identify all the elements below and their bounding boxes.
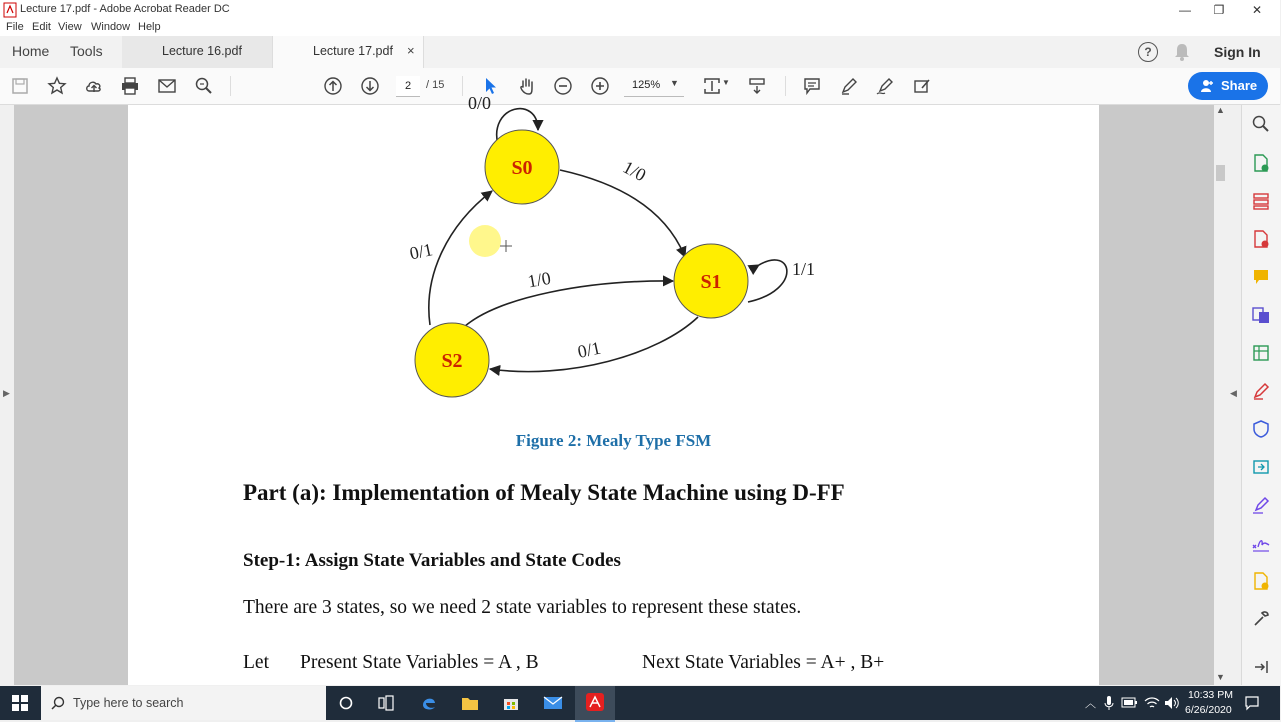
right-panel-toggle-strip xyxy=(1227,105,1241,685)
vertical-scrollbar[interactable] xyxy=(1214,105,1227,685)
label-s1-s2: 0/1 xyxy=(575,337,603,362)
menu-help[interactable]: Help xyxy=(138,21,161,33)
fit-page-icon[interactable] xyxy=(700,74,724,98)
label-s1-self: 1/1 xyxy=(792,259,816,279)
present-state-variables: Present State Variables = A , B xyxy=(300,652,539,673)
more-tools-icon[interactable] xyxy=(1250,608,1272,630)
toolbar xyxy=(0,68,1280,105)
tab-label: Lecture 16.pdf xyxy=(162,44,242,58)
page-number-input[interactable]: 2 xyxy=(396,76,420,97)
organize-pages-icon[interactable] xyxy=(1250,190,1272,212)
windows-start-icon[interactable] xyxy=(12,695,28,711)
microphone-icon[interactable] xyxy=(1104,696,1114,710)
transition-s1-self xyxy=(748,260,787,302)
tab-lecture-17[interactable] xyxy=(272,36,424,68)
zoom-in-icon[interactable] xyxy=(588,74,612,98)
cursor-crosshair-icon xyxy=(500,240,512,252)
next-state-variables: Next State Variables = A+ , B+ xyxy=(642,652,885,673)
scroll-up-icon[interactable]: ▲ xyxy=(1216,105,1225,115)
let-word: Let xyxy=(243,652,269,673)
volume-icon[interactable] xyxy=(1164,696,1180,710)
scroll-down-icon[interactable]: ▼ xyxy=(1216,672,1225,682)
scroll-thumb[interactable] xyxy=(1216,165,1225,181)
chevron-down-icon[interactable]: ▼ xyxy=(722,78,730,87)
toolbar-divider xyxy=(785,76,786,96)
menu-edit[interactable]: Edit xyxy=(32,21,51,33)
pdf-page xyxy=(128,93,1099,685)
taskbar-search-box[interactable] xyxy=(41,686,326,720)
label-s2-s0: 0/1 xyxy=(407,239,435,264)
tab-close-icon[interactable]: × xyxy=(407,43,415,58)
scroll-mode-icon[interactable] xyxy=(745,74,769,98)
request-signature-icon[interactable] xyxy=(1250,532,1272,554)
cloud-upload-icon[interactable] xyxy=(82,74,106,98)
maximize-button[interactable]: ❐ xyxy=(1213,3,1225,17)
export-pdf-icon[interactable] xyxy=(1250,152,1272,174)
bell-icon[interactable] xyxy=(1173,42,1191,62)
save-icon[interactable] xyxy=(8,74,32,98)
search-placeholder: Type here to search xyxy=(73,696,184,710)
home-link[interactable]: Home xyxy=(12,43,50,59)
tools-link[interactable]: Tools xyxy=(70,43,103,59)
zoom-select[interactable] xyxy=(624,76,684,97)
sign-pen-icon[interactable] xyxy=(873,74,897,98)
transition-s2-s0 xyxy=(429,191,492,325)
transition-s0-s1 xyxy=(560,170,685,257)
tab-bar xyxy=(0,36,1280,69)
comment-tool-icon[interactable] xyxy=(1250,266,1272,288)
menu-window[interactable]: Window xyxy=(91,21,131,33)
cortana-icon[interactable] xyxy=(339,696,353,710)
state-label-s2: S2 xyxy=(441,350,463,372)
star-icon[interactable] xyxy=(45,74,69,98)
window-title: Lecture 17.pdf - Adobe Acrobat Reader DC xyxy=(20,3,230,15)
label-s0-self: 0/0 xyxy=(468,93,492,113)
toolbar-divider xyxy=(230,76,231,96)
comment-icon[interactable] xyxy=(800,74,824,98)
menu-file[interactable]: File xyxy=(6,21,24,33)
send-for-review-icon[interactable] xyxy=(1250,456,1272,478)
battery-icon[interactable] xyxy=(1122,697,1138,708)
file-explorer-icon[interactable] xyxy=(461,695,479,711)
chevron-up-icon[interactable]: ︿ xyxy=(1085,698,1096,710)
body-paragraph: There are 3 states, so we need 2 state variables to represent these states. xyxy=(243,597,802,618)
figure-caption: Figure 2: Mealy Type FSM xyxy=(515,431,712,450)
pdf-file-icon xyxy=(4,3,16,17)
right-tools-pane xyxy=(1241,105,1281,685)
highlight-pen-icon[interactable] xyxy=(837,74,861,98)
chevron-down-icon: ▼ xyxy=(670,78,679,88)
zoom-out-icon[interactable] xyxy=(551,74,575,98)
edit-pdf-icon[interactable] xyxy=(1250,380,1272,402)
zoom-search-icon[interactable] xyxy=(192,74,216,98)
notifications-icon[interactable] xyxy=(1245,696,1259,710)
share-label: Share xyxy=(1221,78,1258,93)
zoom-value: 125% xyxy=(632,79,661,91)
windows-taskbar xyxy=(0,686,1280,720)
tab-label: Lecture 17.pdf xyxy=(313,44,393,58)
menu-bar xyxy=(0,20,1280,36)
clock-time[interactable]: 10:33 PM xyxy=(1188,689,1233,701)
combine-files-icon[interactable] xyxy=(1250,304,1272,326)
wifi-icon[interactable] xyxy=(1144,696,1160,710)
protect-shield-icon[interactable] xyxy=(1250,418,1272,440)
create-pdf-icon[interactable] xyxy=(1250,228,1272,250)
state-label-s0: S0 xyxy=(511,157,533,179)
fill-sign-tool-icon[interactable] xyxy=(1250,494,1272,516)
print-icon[interactable] xyxy=(118,74,142,98)
title-bar xyxy=(0,0,1280,20)
edge-browser-icon[interactable] xyxy=(420,694,438,712)
cursor-highlight xyxy=(469,225,501,257)
state-label-s1: S1 xyxy=(700,271,722,293)
document-viewport[interactable] xyxy=(14,93,1214,685)
stamp-tool-icon[interactable] xyxy=(1250,570,1272,592)
search-tool-icon[interactable] xyxy=(1250,113,1272,135)
previous-page-icon[interactable] xyxy=(321,74,345,98)
transition-s2-s1 xyxy=(464,281,673,327)
collapse-right-panel-icon[interactable]: ◀ xyxy=(1230,388,1237,398)
toolbar-divider xyxy=(462,76,463,96)
help-icon[interactable]: ? xyxy=(1138,42,1158,62)
minimize-button[interactable]: — xyxy=(1179,3,1191,17)
acrobat-taskbar-button[interactable] xyxy=(575,686,615,722)
sign-in-link[interactable]: Sign In xyxy=(1214,44,1261,60)
search-icon xyxy=(51,696,65,710)
label-s2-s1: 1/0 xyxy=(526,267,553,292)
share-button[interactable] xyxy=(1188,72,1268,100)
acrobat-icon xyxy=(586,693,604,711)
fill-sign-icon[interactable] xyxy=(910,74,934,98)
hand-tool-icon[interactable] xyxy=(515,74,539,98)
task-view-icon[interactable] xyxy=(378,695,394,711)
clock-date[interactable]: 6/26/2020 xyxy=(1185,704,1232,716)
label-s0-s1: 1/0 xyxy=(619,156,650,186)
email-icon[interactable] xyxy=(155,74,179,98)
fsm-diagram xyxy=(128,93,1099,425)
close-window-button[interactable]: ✕ xyxy=(1251,3,1263,17)
expand-left-panel-icon[interactable]: ▶ xyxy=(3,388,10,398)
store-icon[interactable] xyxy=(502,694,520,712)
left-panel-strip xyxy=(0,105,14,685)
export-spreadsheet-icon[interactable] xyxy=(1250,342,1272,364)
add-user-icon xyxy=(1200,79,1214,93)
page-total: / 15 xyxy=(426,79,445,91)
section-heading: Part (a): Implementation of Mealy State Machine using D-FF xyxy=(243,480,845,505)
collapse-pane-icon[interactable] xyxy=(1250,656,1272,678)
mail-icon[interactable] xyxy=(543,696,563,710)
step-heading: Step-1: Assign State Variables and State Codes xyxy=(243,550,621,571)
next-page-icon[interactable] xyxy=(358,74,382,98)
tab-lecture-16[interactable] xyxy=(122,36,272,68)
menu-view[interactable]: View xyxy=(58,21,82,33)
